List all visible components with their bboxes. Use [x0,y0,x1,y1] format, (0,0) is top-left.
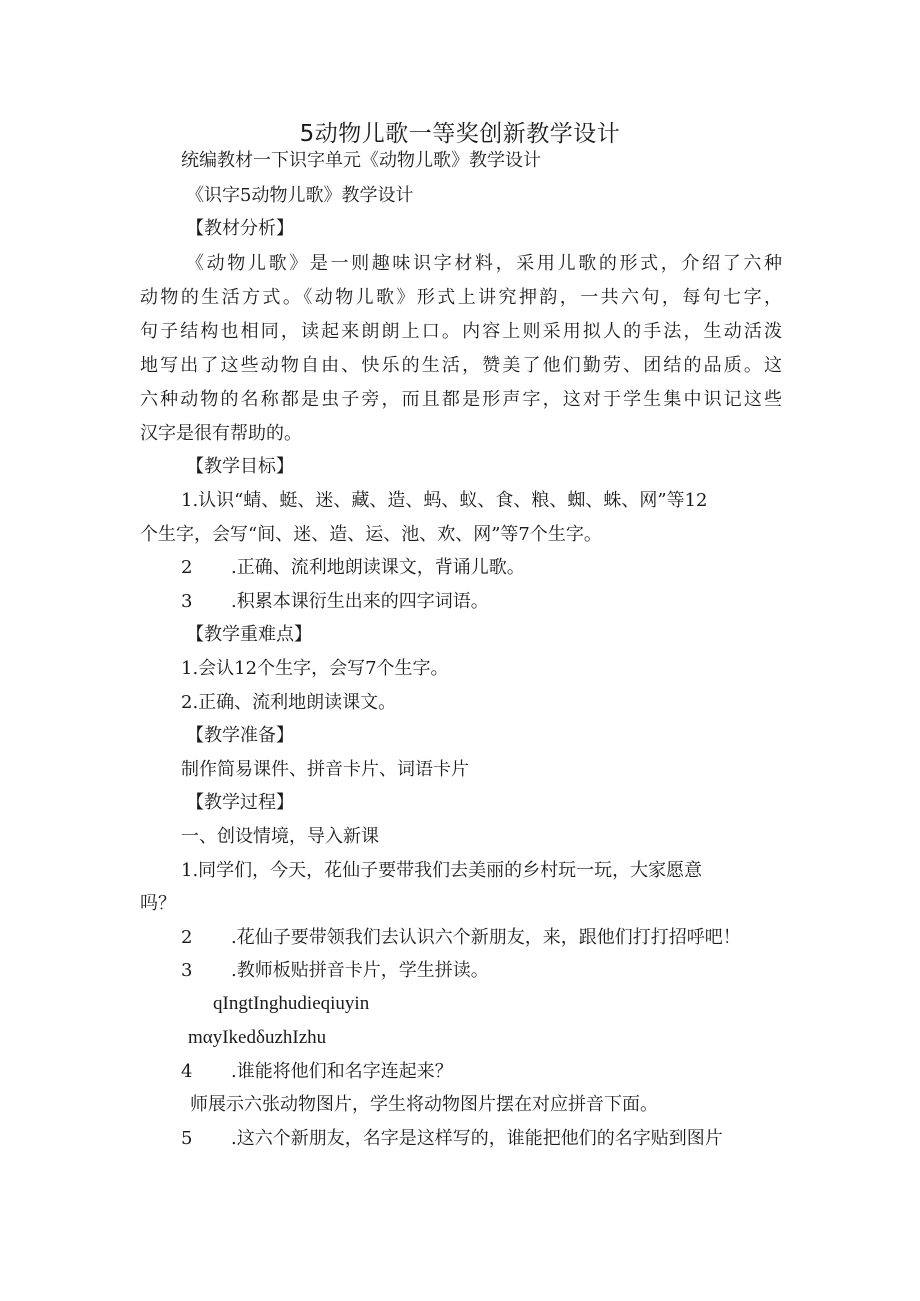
goal-number: 3 [181,591,193,612]
doc-title: 《识字5动物儿歌》教学设计 [186,185,414,206]
goal-text: .正确、流利地朗读课文，背诵儿歌。 [231,557,525,578]
key-point-item-1 [181,658,449,680]
key-point-text: .会认12个生字，会写7个生字。 [192,658,449,679]
key-point-number: 2 [181,692,193,713]
goals-heading: 【教学目标】 [186,456,294,477]
process-heading: 【教学过程】 [186,792,294,813]
pinyin-line-2: mαyIkedδuzhIzhu [188,1027,327,1048]
goal-item-3 [181,591,489,613]
analysis-line: 《动物儿歌》是一则趣味识字材料，采用儿歌的形式，介绍了六种 [186,253,782,274]
process-step-1-continued: 吗？ [140,893,176,914]
goal-number: 1 [181,490,193,511]
step-number: 2 [181,927,193,948]
analysis-line: 地写出了这些动物自由、快乐的生活，赞美了他们勤劳、团结的品质。这 [140,355,782,376]
key-point-number: 1 [181,658,193,679]
key-point-text: .正确、流利地朗读课文。 [192,692,397,713]
goal-item-1-continued: 个生字，会写“间、迷、造、运、池、欢、网”等7个生字。 [140,524,602,545]
step-text: .谁能将他们和名字连起来？ [231,1061,453,1082]
process-step-5 [181,1128,723,1150]
key-point-item-2 [181,692,396,714]
step-text: .花仙子要带领我们去认识六个新朋友，来，跟他们打打招呼吧！ [231,927,741,948]
key-points-heading: 【教学重难点】 [186,624,312,645]
step-number: 1 [181,860,193,881]
preparation-text: 制作简易课件、拼音卡片、词语卡片 [181,759,469,780]
subtitle: 统编教材一下识字单元《动物儿歌》教学设计 [181,150,541,171]
analysis-heading: 【教材分析】 [186,218,294,239]
pinyin-line-1: qIngtInghudieqiuyin [213,993,370,1014]
goal-text: .认识“蜻、蜓、迷、藏、造、蚂、蚁、食、粮、蜘、蛛、网”等12 [192,490,708,511]
document-title: 5动物儿歌一等奖创新教学设计 [299,121,621,147]
goal-item-1 [181,490,707,512]
process-step-3 [181,960,489,982]
analysis-line: 句子结构也相同，读起来朗朗上口。内容上则采用拟人的手法，生动活泼 [140,321,782,342]
process-step-4 [181,1061,453,1083]
step-number: 3 [181,960,193,981]
process-step-1 [181,860,782,882]
process-step-2 [181,927,741,949]
step-text: .这六个新朋友，名字是这样写的，谁能把他们的名字贴到图片 [231,1128,723,1149]
process-step-4-note: 师展示六张动物图片，学生将动物图片摆在对应拼音下面。 [190,1094,658,1115]
goal-text: .积累本课衍生出来的四字词语。 [231,591,489,612]
analysis-line: 汉字是很有帮助的。 [140,423,302,444]
process-section-1: 一、创设情境，导入新课 [181,826,379,847]
step-number: 5 [181,1128,193,1149]
analysis-line: 六种动物的名称都是虫子旁，而且都是形声字，这对于学生集中识记这些 [140,389,782,410]
step-text: .同学们，今天，花仙子要带我们去美丽的乡村玩一玩，大家愿意 [192,860,703,881]
goal-number: 2 [181,557,193,578]
analysis-line: 动物的生活方式。《动物儿歌》形式上讲究押韵，一共六句，每句七字， [140,287,782,308]
step-text: .教师板贴拼音卡片，学生拼读。 [231,960,489,981]
preparation-heading: 【教学准备】 [186,725,294,746]
goal-item-2 [181,557,525,579]
step-number: 4 [181,1061,193,1082]
